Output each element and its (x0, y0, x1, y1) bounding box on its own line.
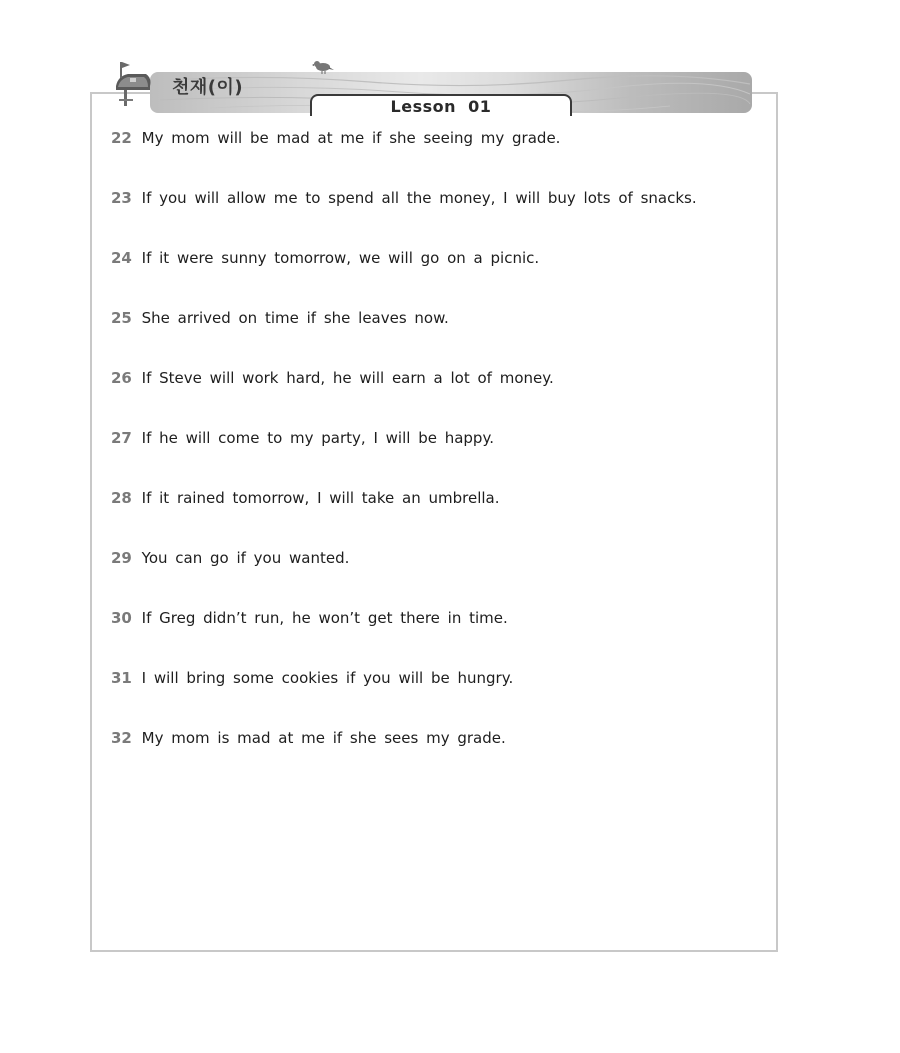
lesson-tab (310, 94, 572, 116)
item-number: 24 (111, 249, 132, 267)
mailbox-icon (108, 56, 156, 108)
item-number: 29 (111, 549, 132, 567)
item-number: 27 (111, 429, 132, 447)
exercise-item (111, 548, 761, 608)
item-sentence: If it rained tomorrow, I will take an umbrella. (141, 489, 500, 507)
exercise-item (111, 428, 761, 488)
lesson-label: Lesson 01 (390, 97, 492, 116)
exercise-item (111, 728, 761, 788)
item-sentence: If he will come to my party, I will be happy. (141, 429, 494, 447)
item-sentence: I will bring some cookies if you will be hungry. (141, 669, 514, 687)
item-sentence: My mom is mad at me if she sees my grade. (141, 729, 506, 747)
exercise-item (111, 488, 761, 548)
exercise-item (111, 128, 761, 188)
item-number: 22 (111, 129, 132, 147)
item-sentence: You can go if you wanted. (141, 549, 350, 567)
item-number: 26 (111, 369, 132, 387)
item-number: 30 (111, 609, 132, 627)
exercise-item (111, 608, 761, 668)
exercise-item (111, 368, 761, 428)
item-sentence: My mom will be mad at me if she seeing my grade. (141, 129, 561, 147)
header-title: 천재(이) (172, 77, 244, 98)
exercise-item (111, 308, 761, 368)
exercise-item (111, 668, 761, 728)
item-sentence: If you will allow me to spend all the money, I will buy lots of snacks. (141, 189, 697, 207)
item-number: 25 (111, 309, 132, 327)
exercise-item (111, 248, 761, 308)
item-number: 31 (111, 669, 132, 687)
item-number: 23 (111, 189, 132, 207)
item-sentence: If it were sunny tomorrow, we will go on a picnic. (141, 249, 540, 267)
exercise-list (111, 128, 761, 788)
exercise-item (111, 188, 761, 248)
bird-icon (312, 58, 334, 74)
item-sentence: If Greg didn’t run, he won’t get there in time. (141, 609, 508, 627)
item-number: 32 (111, 729, 132, 747)
item-sentence: If Steve will work hard, he will earn a lot of money. (141, 369, 554, 387)
item-number: 28 (111, 489, 132, 507)
item-sentence: She arrived on time if she leaves now. (141, 309, 449, 327)
